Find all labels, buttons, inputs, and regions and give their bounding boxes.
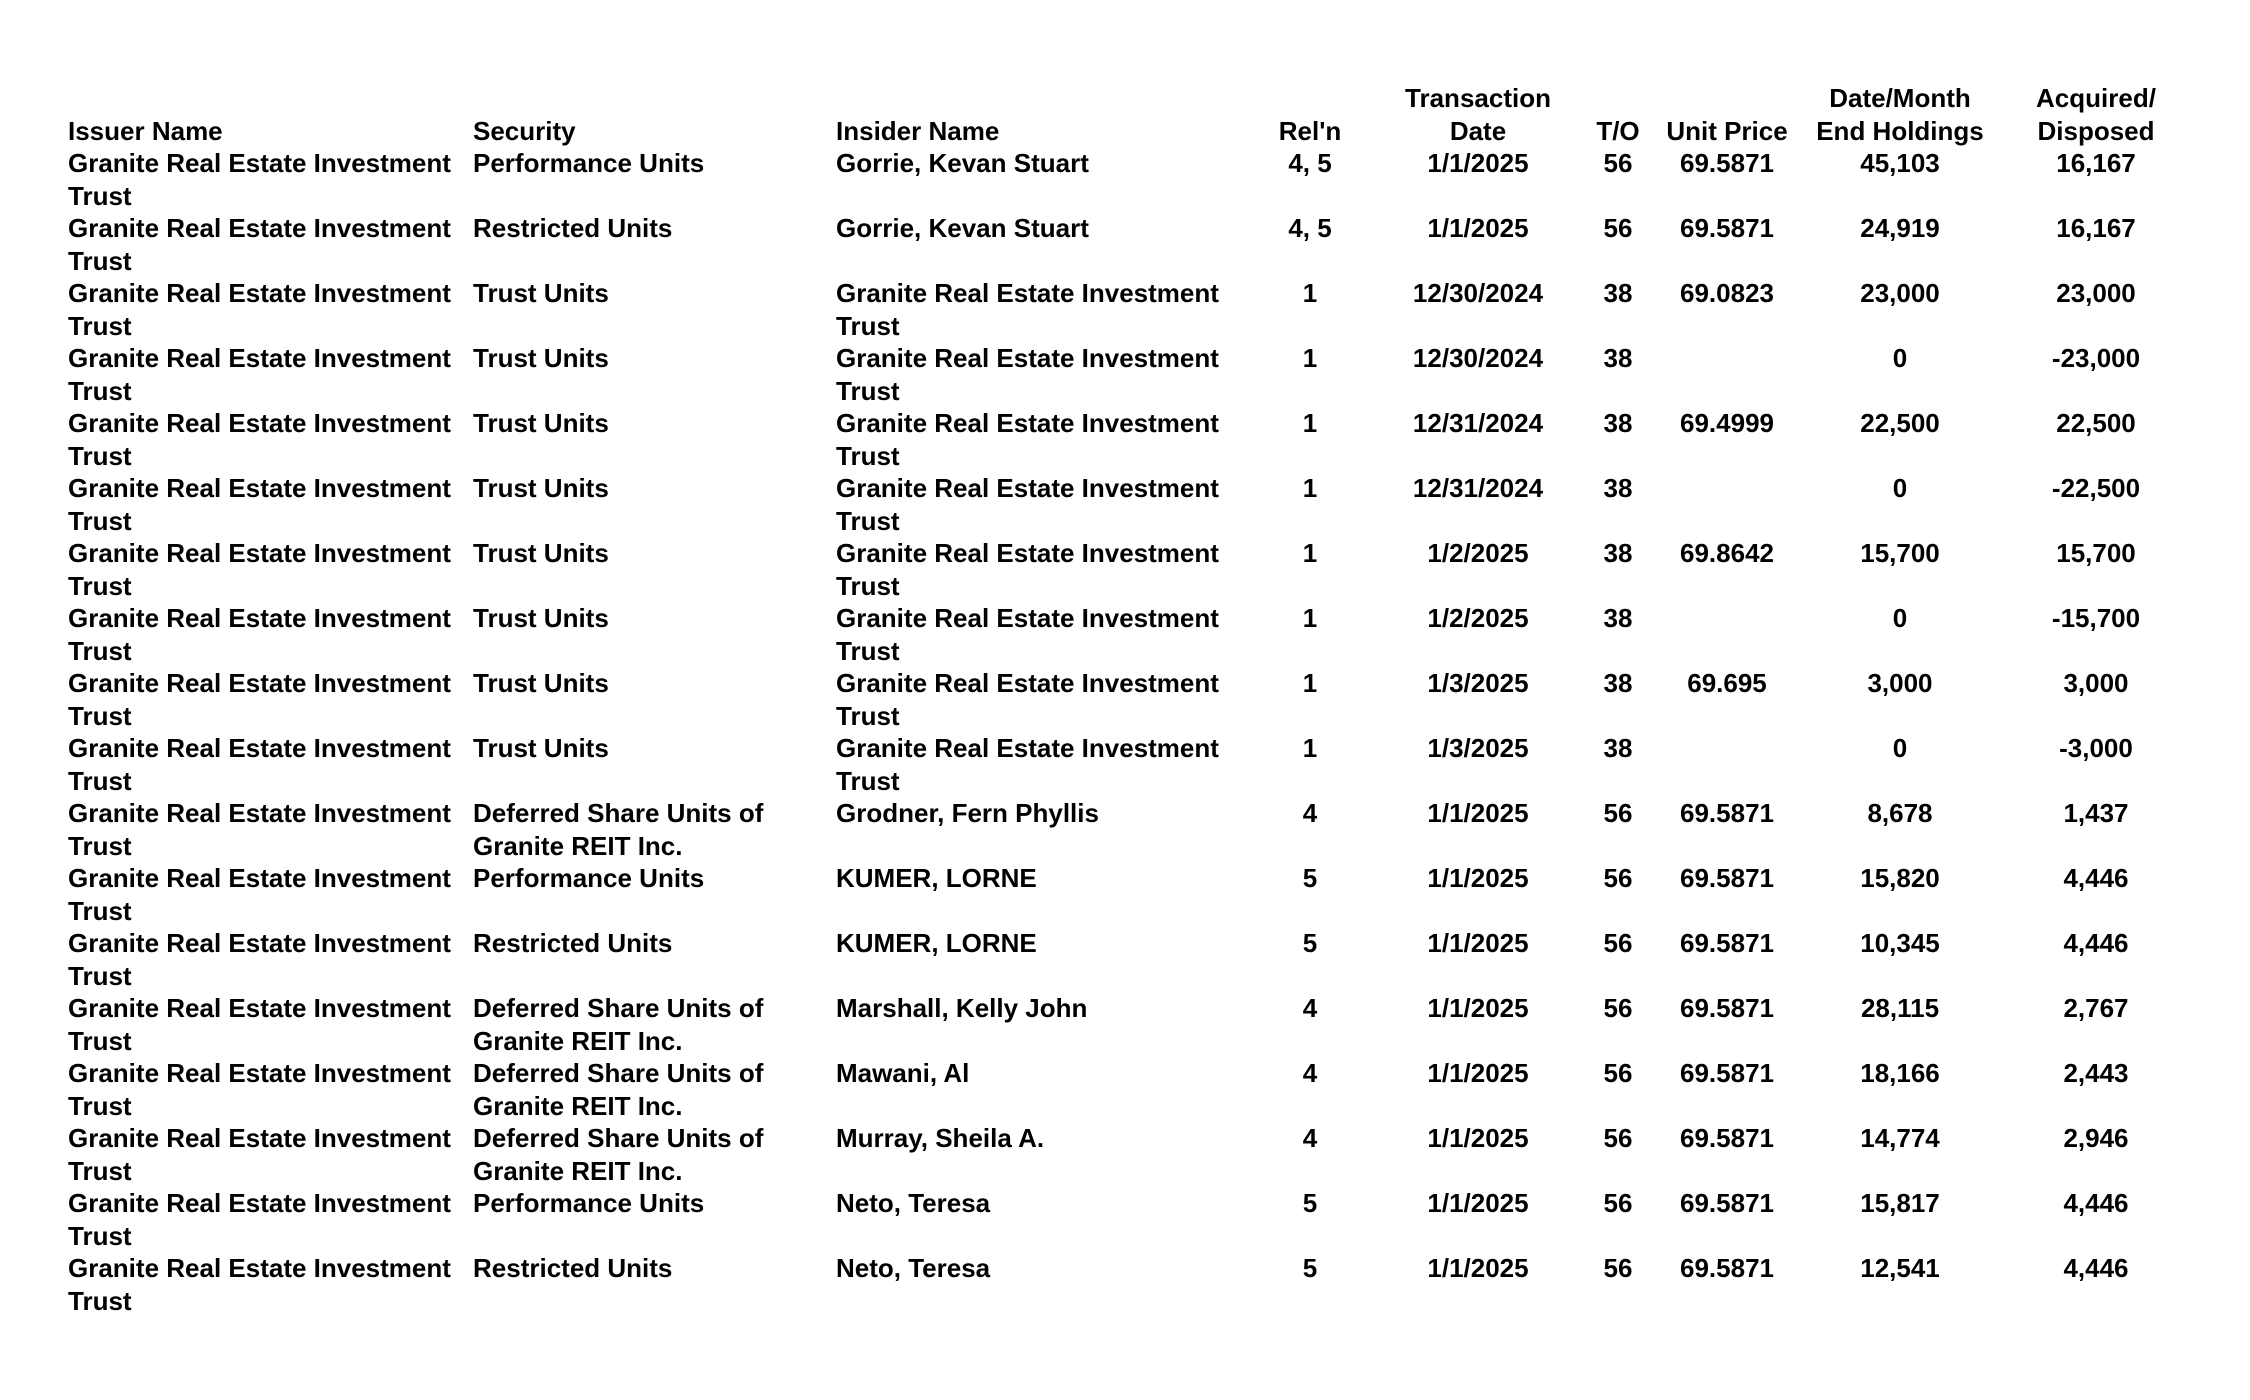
cell-price: 69.5871 <box>1680 993 1774 1023</box>
cell-reln: 4 <box>1302 798 1318 828</box>
cell-to: 56 <box>1603 1123 1633 1153</box>
cell-insider: Mawani, Al <box>836 1058 970 1088</box>
cell-acquired: 4,446 <box>2063 863 2129 893</box>
cell-issuer: Granite Real Estate Investment Trust <box>68 603 451 666</box>
table-row <box>68 992 2202 1057</box>
cell-price: 69.0823 <box>1680 278 1774 308</box>
column-header-date <box>1364 82 1592 147</box>
cell-acquired: 2,767 <box>2063 993 2129 1023</box>
cell-security: Trust Units <box>473 603 609 633</box>
cell-to: 56 <box>1603 148 1633 178</box>
cell-insider: Granite Real Estate Investment Trust <box>836 343 1219 406</box>
cell-date: 1/1/2025 <box>1427 993 1529 1023</box>
cell-holdings: 15,817 <box>1860 1188 1940 1218</box>
cell-insider: Granite Real Estate Investment Trust <box>836 668 1219 731</box>
cell-acquired: 4,446 <box>2063 928 2129 958</box>
column-header-insider-line: Insider Name <box>836 115 1000 146</box>
cell-date: 1/1/2025 <box>1427 863 1529 893</box>
cell-holdings: 24,919 <box>1860 213 1940 243</box>
cell-insider: Neto, Teresa <box>836 1188 991 1218</box>
cell-date: 12/31/2024 <box>1412 473 1544 503</box>
cell-date: 12/31/2024 <box>1412 408 1544 438</box>
cell-insider: Granite Real Estate Investment Trust <box>836 538 1219 601</box>
column-header-holdings-line: End Holdings <box>1816 115 1984 146</box>
cell-security: Trust Units <box>473 538 609 568</box>
table-row <box>68 472 2202 537</box>
cell-reln: 5 <box>1302 928 1318 958</box>
header-row <box>68 82 2202 147</box>
cell-issuer: Granite Real Estate Investment Trust <box>68 928 451 991</box>
table-row <box>68 667 2202 732</box>
column-header-insider <box>836 82 1256 147</box>
cell-insider: Grodner, Fern Phyllis <box>836 798 1099 828</box>
cell-to: 56 <box>1603 928 1633 958</box>
cell-holdings: 45,103 <box>1860 148 1940 178</box>
cell-date: 1/2/2025 <box>1427 603 1529 633</box>
cell-issuer: Granite Real Estate Investment Trust <box>68 473 451 536</box>
cell-price <box>1644 342 1810 407</box>
cell-security: Performance Units <box>473 148 705 178</box>
cell-reln: 4 <box>1302 993 1318 1023</box>
cell-to: 38 <box>1603 538 1633 568</box>
cell-security: Trust Units <box>473 733 609 763</box>
cell-security: Deferred Share Units of Granite REIT Inc. <box>473 1123 764 1186</box>
cell-security: Deferred Share Units of Granite REIT Inc. <box>473 1058 764 1121</box>
cell-security: Trust Units <box>473 668 609 698</box>
table-row <box>68 927 2202 992</box>
table-body <box>68 147 2202 1317</box>
cell-insider: Granite Real Estate Investment Trust <box>836 278 1219 341</box>
cell-insider: Granite Real Estate Investment Trust <box>836 408 1219 471</box>
cell-date: 1/1/2025 <box>1427 1123 1529 1153</box>
cell-acquired: 2,946 <box>2063 1123 2129 1153</box>
cell-holdings: 28,115 <box>1860 993 1940 1023</box>
cell-reln: 5 <box>1302 863 1318 893</box>
cell-reln: 4, 5 <box>1288 148 1332 178</box>
column-header-holdings-line: Date/Month <box>1829 83 1971 113</box>
cell-holdings: 0 <box>1892 603 1908 633</box>
cell-acquired: 1,437 <box>2063 798 2129 828</box>
cell-insider: Granite Real Estate Investment Trust <box>836 603 1219 666</box>
column-header-reln-line: Rel'n <box>1278 115 1342 146</box>
column-header-holdings <box>1810 82 1990 147</box>
cell-holdings: 15,820 <box>1860 863 1940 893</box>
cell-price: 69.5871 <box>1680 1058 1774 1088</box>
cell-security: Trust Units <box>473 343 609 373</box>
table-row <box>68 407 2202 472</box>
cell-price: 69.5871 <box>1680 1253 1774 1283</box>
column-header-to-line: T/O <box>1596 115 1640 146</box>
cell-holdings: 14,774 <box>1860 1123 1940 1153</box>
column-header-security-line: Security <box>473 115 576 146</box>
column-header-date-line: Date <box>1449 115 1507 146</box>
cell-price: 69.695 <box>1687 668 1767 698</box>
cell-to: 56 <box>1603 1253 1633 1283</box>
cell-price <box>1644 602 1810 667</box>
cell-issuer: Granite Real Estate Investment Trust <box>68 1188 451 1251</box>
cell-insider: Granite Real Estate Investment Trust <box>836 733 1219 796</box>
column-header-acquired <box>1990 82 2202 147</box>
cell-issuer: Granite Real Estate Investment Trust <box>68 733 451 796</box>
cell-date: 1/3/2025 <box>1427 668 1529 698</box>
cell-holdings: 12,541 <box>1860 1253 1940 1283</box>
cell-reln: 1 <box>1302 733 1318 763</box>
cell-price: 69.5871 <box>1680 1188 1774 1218</box>
cell-acquired: -22,500 <box>2051 473 2141 503</box>
cell-date: 12/30/2024 <box>1412 343 1544 373</box>
table-row <box>68 1122 2202 1187</box>
cell-reln: 5 <box>1302 1188 1318 1218</box>
cell-acquired: 23,000 <box>2056 278 2136 308</box>
cell-issuer: Granite Real Estate Investment Trust <box>68 993 451 1056</box>
column-header-security <box>473 82 836 147</box>
cell-acquired: -3,000 <box>2059 733 2133 763</box>
cell-price: 69.4999 <box>1680 408 1774 438</box>
cell-holdings: 0 <box>1892 343 1908 373</box>
cell-date: 1/1/2025 <box>1427 148 1529 178</box>
cell-to: 56 <box>1603 993 1633 1023</box>
cell-security: Restricted Units <box>473 1253 673 1283</box>
cell-holdings: 22,500 <box>1860 408 1940 438</box>
cell-acquired: 16,167 <box>2056 213 2136 243</box>
cell-issuer: Granite Real Estate Investment Trust <box>68 343 451 406</box>
cell-insider: KUMER, LORNE <box>836 928 1037 958</box>
cell-acquired: 4,446 <box>2063 1188 2129 1218</box>
column-header-issuer-line: Issuer Name <box>68 115 223 146</box>
cell-issuer: Granite Real Estate Investment Trust <box>68 1253 451 1316</box>
cell-issuer: Granite Real Estate Investment Trust <box>68 1058 451 1121</box>
cell-date: 12/30/2024 <box>1412 278 1544 308</box>
cell-holdings: 10,345 <box>1860 928 1940 958</box>
column-header-price-line: Unit Price <box>1666 115 1788 146</box>
table-row <box>68 732 2202 797</box>
insider-transactions-table <box>68 82 2202 1317</box>
cell-holdings: 0 <box>1892 733 1908 763</box>
cell-issuer: Granite Real Estate Investment Trust <box>68 278 451 341</box>
table-header <box>68 82 2202 147</box>
cell-date: 1/1/2025 <box>1427 1058 1529 1088</box>
cell-reln: 1 <box>1302 343 1318 373</box>
column-header-to <box>1592 82 1644 147</box>
cell-security: Deferred Share Units of Granite REIT Inc. <box>473 993 764 1056</box>
cell-to: 56 <box>1603 1058 1633 1088</box>
cell-reln: 1 <box>1302 668 1318 698</box>
table-row <box>68 147 2202 212</box>
cell-insider: Gorrie, Kevan Stuart <box>836 148 1089 178</box>
cell-price: 69.5871 <box>1680 928 1774 958</box>
cell-price: 69.5871 <box>1680 863 1774 893</box>
cell-price: 69.8642 <box>1680 538 1774 568</box>
cell-date: 1/1/2025 <box>1427 1253 1529 1283</box>
table-row <box>68 342 2202 407</box>
cell-security: Restricted Units <box>473 213 673 243</box>
cell-acquired: 16,167 <box>2056 148 2136 178</box>
insider-transaction-report <box>68 82 2202 1317</box>
cell-acquired: 3,000 <box>2063 668 2129 698</box>
cell-to: 56 <box>1603 1188 1633 1218</box>
cell-issuer: Granite Real Estate Investment Trust <box>68 863 451 926</box>
cell-security: Trust Units <box>473 278 609 308</box>
cell-to: 38 <box>1603 668 1633 698</box>
column-header-price <box>1644 82 1810 147</box>
cell-insider: KUMER, LORNE <box>836 863 1037 893</box>
cell-acquired: 4,446 <box>2063 1253 2129 1283</box>
cell-security: Performance Units <box>473 863 705 893</box>
table-row <box>68 602 2202 667</box>
column-header-acquired-line: Disposed <box>2037 115 2155 146</box>
cell-to: 38 <box>1603 733 1633 763</box>
cell-date: 1/1/2025 <box>1427 1188 1529 1218</box>
cell-security: Trust Units <box>473 408 609 438</box>
cell-reln: 1 <box>1302 603 1318 633</box>
cell-security: Restricted Units <box>473 928 673 958</box>
cell-to: 38 <box>1603 278 1633 308</box>
cell-insider: Gorrie, Kevan Stuart <box>836 213 1089 243</box>
cell-holdings: 23,000 <box>1860 278 1940 308</box>
cell-reln: 1 <box>1302 408 1318 438</box>
cell-price: 69.5871 <box>1680 1123 1774 1153</box>
cell-to: 56 <box>1603 863 1633 893</box>
table-row <box>68 537 2202 602</box>
cell-date: 1/1/2025 <box>1427 928 1529 958</box>
cell-holdings: 8,678 <box>1867 798 1933 828</box>
cell-to: 38 <box>1603 408 1633 438</box>
column-header-reln <box>1256 82 1364 147</box>
cell-reln: 5 <box>1302 1253 1318 1283</box>
table-row <box>68 212 2202 277</box>
cell-reln: 4, 5 <box>1288 213 1332 243</box>
cell-acquired: -15,700 <box>2051 603 2141 633</box>
cell-insider: Murray, Sheila A. <box>836 1123 1045 1153</box>
cell-issuer: Granite Real Estate Investment Trust <box>68 538 451 601</box>
cell-acquired: 22,500 <box>2056 408 2136 438</box>
cell-price: 69.5871 <box>1680 148 1774 178</box>
cell-issuer: Granite Real Estate Investment Trust <box>68 1123 451 1186</box>
cell-issuer: Granite Real Estate Investment Trust <box>68 148 451 211</box>
cell-date: 1/3/2025 <box>1427 733 1529 763</box>
cell-reln: 1 <box>1302 473 1318 503</box>
cell-issuer: Granite Real Estate Investment Trust <box>68 408 451 471</box>
cell-reln: 4 <box>1302 1123 1318 1153</box>
table-row <box>68 862 2202 927</box>
table-row <box>68 1252 2202 1317</box>
cell-date: 1/2/2025 <box>1427 538 1529 568</box>
column-header-acquired-line: Acquired/ <box>2036 83 2156 113</box>
column-header-issuer <box>68 82 473 147</box>
cell-acquired: -23,000 <box>2051 343 2141 373</box>
column-header-date-line: Transaction <box>1405 83 1551 113</box>
table-row <box>68 1187 2202 1252</box>
table-row <box>68 1057 2202 1122</box>
cell-acquired: 2,443 <box>2063 1058 2129 1088</box>
cell-reln: 1 <box>1302 538 1318 568</box>
cell-security: Deferred Share Units of Granite REIT Inc. <box>473 798 764 861</box>
cell-holdings: 0 <box>1892 473 1908 503</box>
cell-reln: 1 <box>1302 278 1318 308</box>
cell-security: Trust Units <box>473 473 609 503</box>
cell-to: 56 <box>1603 213 1633 243</box>
cell-price <box>1644 732 1810 797</box>
cell-to: 56 <box>1603 798 1633 828</box>
table-row <box>68 277 2202 342</box>
cell-holdings: 15,700 <box>1860 538 1940 568</box>
cell-to: 38 <box>1603 603 1633 633</box>
cell-issuer: Granite Real Estate Investment Trust <box>68 668 451 731</box>
table-row <box>68 797 2202 862</box>
cell-holdings: 3,000 <box>1867 668 1933 698</box>
cell-to: 38 <box>1603 343 1633 373</box>
cell-to: 38 <box>1603 473 1633 503</box>
cell-holdings: 18,166 <box>1860 1058 1940 1088</box>
cell-date: 1/1/2025 <box>1427 798 1529 828</box>
cell-date: 1/1/2025 <box>1427 213 1529 243</box>
cell-acquired: 15,700 <box>2056 538 2136 568</box>
cell-security: Performance Units <box>473 1188 705 1218</box>
cell-insider: Marshall, Kelly John <box>836 993 1088 1023</box>
cell-insider: Neto, Teresa <box>836 1253 991 1283</box>
cell-price: 69.5871 <box>1680 213 1774 243</box>
cell-price: 69.5871 <box>1680 798 1774 828</box>
cell-issuer: Granite Real Estate Investment Trust <box>68 213 451 276</box>
cell-reln: 4 <box>1302 1058 1318 1088</box>
cell-price <box>1644 472 1810 537</box>
cell-insider: Granite Real Estate Investment Trust <box>836 473 1219 536</box>
cell-issuer: Granite Real Estate Investment Trust <box>68 798 451 861</box>
